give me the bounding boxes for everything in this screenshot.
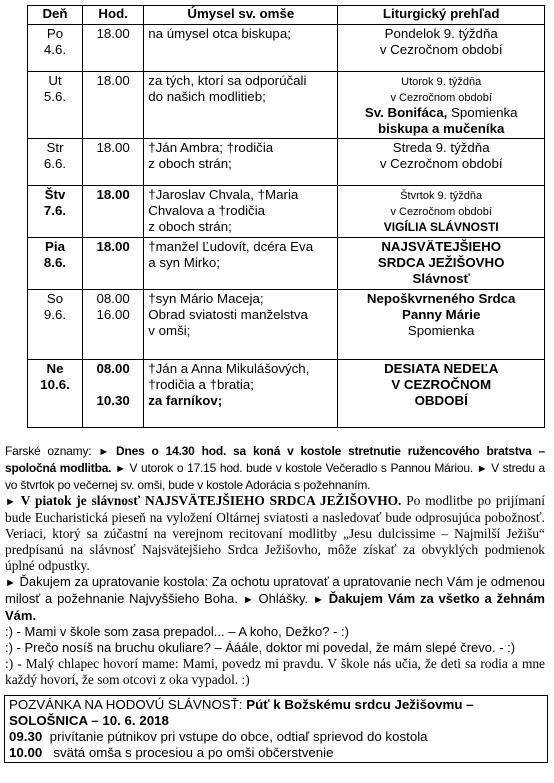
intention-cell <box>144 139 338 186</box>
day-name: Po <box>46 26 64 41</box>
day-date: 8.6. <box>43 255 67 270</box>
hour-cell <box>83 139 144 186</box>
triangle-right-icon: ► <box>242 594 254 606</box>
day-cell <box>28 186 83 238</box>
header-intention: Úmysel sv. omše <box>144 6 338 25</box>
intention-line: †Ján Ambra; †rodičia <box>148 140 274 155</box>
intention-line: Chvalova a †rodičia <box>148 203 266 218</box>
liturgy-cell <box>338 238 545 290</box>
announcement-text: Ohlášky. <box>258 591 309 606</box>
intention-line: Obrad sviatosti manželstva <box>148 307 308 322</box>
liturgy-line: Štvrtok 9. týždňa <box>400 190 483 202</box>
hour-cell <box>83 360 144 428</box>
hour-cell <box>83 186 144 238</box>
intention-line: a syn Mirko; <box>148 255 220 270</box>
liturgy-line: Slávnosť <box>412 271 470 286</box>
joke-line: :) - Malý chlapec hovorí mame: Mami, povedz mi pravdu. V škole nás učia, že deti sa rodia a mne každý hovorí, že som otcovi z oka vypadol. :) <box>5 656 545 687</box>
day-date: 5.6. <box>43 89 67 104</box>
liturgy-line: Spomienka <box>407 323 475 338</box>
mass-hour: 08.00 <box>96 291 130 306</box>
table-header-row <box>28 6 545 25</box>
liturgy-line: Streda 9. týždňa <box>392 140 490 155</box>
intention-cell <box>144 25 338 72</box>
mass-hour: 18.00 <box>96 140 130 155</box>
announcement-text: V stredu a vo štvrtok po večernej sv. omši, bude v kostole Adorácia s požehnaním. <box>5 461 546 492</box>
intention-cell <box>144 72 338 139</box>
program-time: 10.00 <box>9 745 43 760</box>
hour-cell <box>83 290 144 360</box>
mass-schedule-table <box>27 5 545 428</box>
table-row <box>28 238 545 290</box>
announcement-paragraph <box>5 493 545 574</box>
liturgy-cell <box>338 139 545 186</box>
day-date: 4.6. <box>43 42 67 57</box>
intention-line: v omši; <box>148 323 191 338</box>
day-cell <box>28 290 83 360</box>
hour-cell <box>83 238 144 290</box>
liturgy-line: Nepoškvrneného Srdca <box>366 291 516 306</box>
pilgrimage-label: POZVÁNKA NA HODOVÚ SLÁVNOSŤ: <box>9 697 243 712</box>
day-cell <box>28 360 83 428</box>
mass-hour: 18.00 <box>96 239 130 254</box>
mass-hour: 08.00 <box>96 361 130 376</box>
intention-line: z oboch strán; <box>148 156 232 171</box>
liturgy-line: v Cezročnom období <box>379 156 503 171</box>
intention-cell <box>144 290 338 360</box>
saint-name: Sv. Bonifáca, <box>364 105 448 120</box>
triangle-right-icon: ► <box>98 446 110 458</box>
parish-announcements <box>5 443 545 688</box>
day-date: 7.6. <box>43 203 67 218</box>
joke-line: :) - Mami v škole som zasa prepadol... – A koho, Dežko? - :) <box>5 624 349 639</box>
intention-line: z oboch strán; <box>148 219 232 234</box>
table-row <box>28 290 545 360</box>
pilgrimage-heading <box>9 697 543 729</box>
liturgy-line: SRDCA JEŽIŠOVHO <box>377 255 505 270</box>
announcements-label: Farské oznamy: <box>5 444 92 458</box>
intention-line: na úmysel otca biskupa; <box>148 26 291 41</box>
mass-hour: 18.00 <box>96 73 130 88</box>
day-name: Štv <box>44 187 66 202</box>
vigil-title: VIGÍLIA SLÁVNOSTI <box>383 220 499 234</box>
liturgy-line: Pondelok 9. týždňa <box>384 26 498 41</box>
hour-cell <box>83 72 144 139</box>
day-name: Pia <box>45 239 65 254</box>
mass-hour: 10.30 <box>96 393 130 408</box>
liturgy-line: v Cezročnom období <box>390 206 492 218</box>
triangle-right-icon: ► <box>115 463 126 475</box>
liturgy-cell <box>338 290 545 360</box>
mass-hour: 18.00 <box>96 187 130 202</box>
day-date: 6.6. <box>43 156 67 171</box>
triangle-right-icon: ► <box>5 577 16 589</box>
announcement-paragraph <box>5 574 545 624</box>
announcement-bold: Dnes o 14.30 hod. sa koná v kostole stretnutie ružencového bratstva – spoločná modlitba. <box>5 444 546 475</box>
day-name: Str <box>46 140 64 155</box>
intention-line: †Ján a Anna Mikulášových, <box>148 361 310 376</box>
table-row <box>28 360 545 428</box>
liturgy-line: v Cezročnom období <box>390 92 492 104</box>
day-name: So <box>46 291 64 306</box>
liturgy-line: NAJSVÄTEJŠIEHO <box>381 239 502 254</box>
announcement-text: Po modlitbe po prijímaní bude Eucharistická pieseň na vyložení Oltárnej sviatosti a nasledovať bude odprosujúca pobožnosť. Veriaci, ktorý sa zúčastní na verejnom recitovaní modlitby „Jesu dulcissime – Najmilší Ježišu“ predpísanú na slávnosť Najsvätejšieho Srdca Ježišovho, môže získať za obvyklých podmienok úplné odpustky. <box>5 493 545 573</box>
intention-cell <box>144 360 338 428</box>
intention-line: †Jaroslav Chvala, †Maria <box>148 187 299 202</box>
day-cell <box>28 139 83 186</box>
announcement-bold: Ďakujem Vám za všetko a žehnám Vám. <box>5 591 545 623</box>
day-date: 10.6. <box>40 377 70 392</box>
announcement-bold: V piatok je slávnosť NAJSVÄTEJŠIEHO SRDCA JEŽIŠOVHO. <box>20 493 402 508</box>
table-row <box>28 186 545 238</box>
mass-hour: 18.00 <box>96 26 130 41</box>
pilgrimage-title: Púť k Božskému srdcu Ježišovmu – SOLOŠNICA – 10. 6. 2018 <box>9 697 474 728</box>
table-row <box>28 25 545 72</box>
table-row <box>28 72 545 139</box>
liturgy-line: DESIATA NEDEĽA <box>384 361 499 376</box>
pilgrimage-program-item <box>9 745 543 761</box>
day-cell <box>28 72 83 139</box>
liturgy-rank: Spomienka <box>447 105 518 120</box>
liturgy-cell <box>338 72 545 139</box>
liturgy-cell <box>338 25 545 72</box>
liturgy-line: V CEZROČNOM <box>391 377 492 392</box>
announcement-paragraph <box>5 443 545 493</box>
pilgrimage-invitation-box <box>4 695 548 763</box>
liturgy-line: v Cezročnom období <box>379 42 503 57</box>
intention-line: †syn Mário Maceja; <box>148 291 264 306</box>
liturgy-line: OBDOBÍ <box>414 393 468 408</box>
intention-line: za tých, ktorí sa odporúčali <box>148 73 307 88</box>
day-name: Ut <box>48 73 62 88</box>
program-time: 09.30 <box>9 729 43 744</box>
triangle-right-icon: ► <box>5 496 16 508</box>
header-hour: Hod. <box>83 6 144 25</box>
program-desc: privítanie pútnikov pri vstupe do obce, odtiaľ sprievod do kostola <box>49 729 428 744</box>
mass-hour: 16.00 <box>96 307 130 322</box>
liturgy-line: Panny Márie <box>402 307 481 322</box>
intention-line: za farníkov; <box>148 393 223 408</box>
day-name: Ne <box>46 361 64 376</box>
table-row <box>28 139 545 186</box>
liturgy-line: Utorok 9. týždňa <box>401 76 482 88</box>
intention-line: do našich modlitieb; <box>148 89 266 104</box>
intention-cell <box>144 186 338 238</box>
announcement-text: Ďakujem za upratovanie kostola: Za ochotu upratovať a upratovanie nech Vám je odmenou milosť a požehnanie Najvyššieho Boha. <box>5 574 545 606</box>
pilgrimage-program-item <box>9 729 543 745</box>
hour-cell <box>83 25 144 72</box>
day-cell <box>28 25 83 72</box>
header-day: Deň <box>28 6 83 25</box>
intention-line: †manžel Ľudovít, dcéra Eva <box>148 239 314 254</box>
intention-line: †rodičia a †bratia; <box>148 377 254 392</box>
saint-title: biskupa a mučeníka <box>378 121 505 136</box>
announcement-text: V utorok o 17.15 hod. bude v kostole Večeradlo s Pannou Máriou. <box>129 461 473 475</box>
liturgy-cell <box>338 360 545 428</box>
day-date: 9.6. <box>43 307 67 322</box>
header-liturgy: Liturgický prehľad <box>338 6 545 25</box>
intention-cell <box>144 238 338 290</box>
triangle-right-icon: ► <box>476 463 488 475</box>
joke-line: :) - Prečo nosíš na bruchu okuliare? – Ááále, doktor mi povedal, že mám slepé črevo. - :) <box>5 640 516 655</box>
program-desc: svätá omša s procesiou a po omši občerstvenie <box>53 745 334 760</box>
day-cell <box>28 238 83 290</box>
liturgy-cell <box>338 186 545 238</box>
triangle-right-icon: ► <box>312 594 324 606</box>
